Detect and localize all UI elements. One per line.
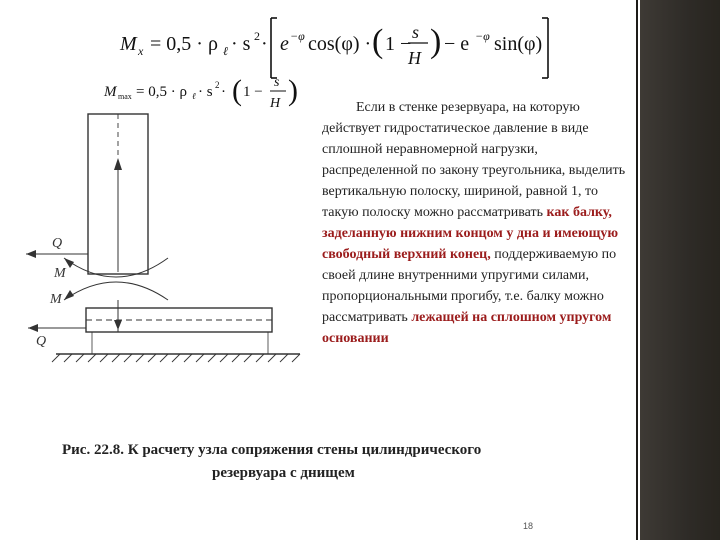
page-number: 18 <box>523 521 534 531</box>
svg-text:cos(φ) ·: cos(φ) · <box>308 33 372 55</box>
para-highlight-2: лежащей на сплошном упругом основании <box>322 310 612 346</box>
explanation-paragraph <box>322 97 634 349</box>
para-text-2: поддерживаемую по своей длине внутренними упругими силами, пропорциональными прогибу, т.е. балку можно рассматривать <box>322 247 617 325</box>
svg-text:H: H <box>270 96 281 111</box>
svg-text:max: max <box>118 92 132 101</box>
label-q-top: Q <box>52 236 63 251</box>
svg-text:H: H <box>408 48 421 68</box>
svg-text:(: ( <box>372 23 384 60</box>
svg-text:x: x <box>138 44 144 58</box>
svg-text:1 −: 1 − <box>243 84 263 100</box>
tank-wall-figure <box>26 114 300 362</box>
label-m-top: M <box>54 266 66 281</box>
label-q-bottom: Q <box>36 334 47 349</box>
svg-text:e: e <box>280 33 289 55</box>
figure-caption <box>62 439 622 485</box>
caption-line-1: Рис. 22.8. К расчету узла сопряжения стены цилиндрического <box>62 442 482 458</box>
svg-text:·: · <box>221 84 226 100</box>
svg-text:−φ: −φ <box>290 29 305 43</box>
svg-text:2: 2 <box>215 80 220 90</box>
svg-text:(: ( <box>232 74 242 107</box>
para-text-1: Если в стенке резервуара, на которую действует гидростатическое давление в виде сплошной неравномерной нагрузки, распределенной по закону треугольника, выделить вертикальную полоску, шириной, равной 1, то такую полоску можно рассматривать <box>322 100 626 220</box>
svg-text:1 −: 1 − <box>385 33 412 55</box>
svg-text:−φ: −φ <box>475 29 490 43</box>
svg-text:): ) <box>288 74 298 107</box>
svg-text:M: M <box>104 84 117 100</box>
svg-text:sin(φ): sin(φ) <box>494 33 543 55</box>
label-m-bottom: M <box>50 292 62 307</box>
svg-text:ℓ: ℓ <box>192 91 196 101</box>
svg-text:): ) <box>430 23 442 60</box>
svg-text:·: · <box>261 33 268 55</box>
svg-text:− e: − e <box>444 33 470 55</box>
svg-text:s: s <box>412 22 420 42</box>
svg-text:s: s <box>274 75 280 90</box>
svg-text:= 0,5 · ρ: = 0,5 · ρ <box>136 84 187 100</box>
svg-text:= 0,5 · ρ: = 0,5 · ρ <box>150 33 218 55</box>
para-highlight-1: как балку, заделанную нижним концом у дна и имеющую свободный верхний конец, <box>322 205 619 262</box>
svg-text:· s: · s <box>231 33 251 55</box>
svg-text:2: 2 <box>254 29 260 43</box>
caption-line-2: резервуара с днищем <box>212 465 355 481</box>
svg-text:M: M <box>120 33 137 55</box>
svg-text:· s: · s <box>198 84 213 100</box>
svg-text:ℓ: ℓ <box>223 44 228 58</box>
